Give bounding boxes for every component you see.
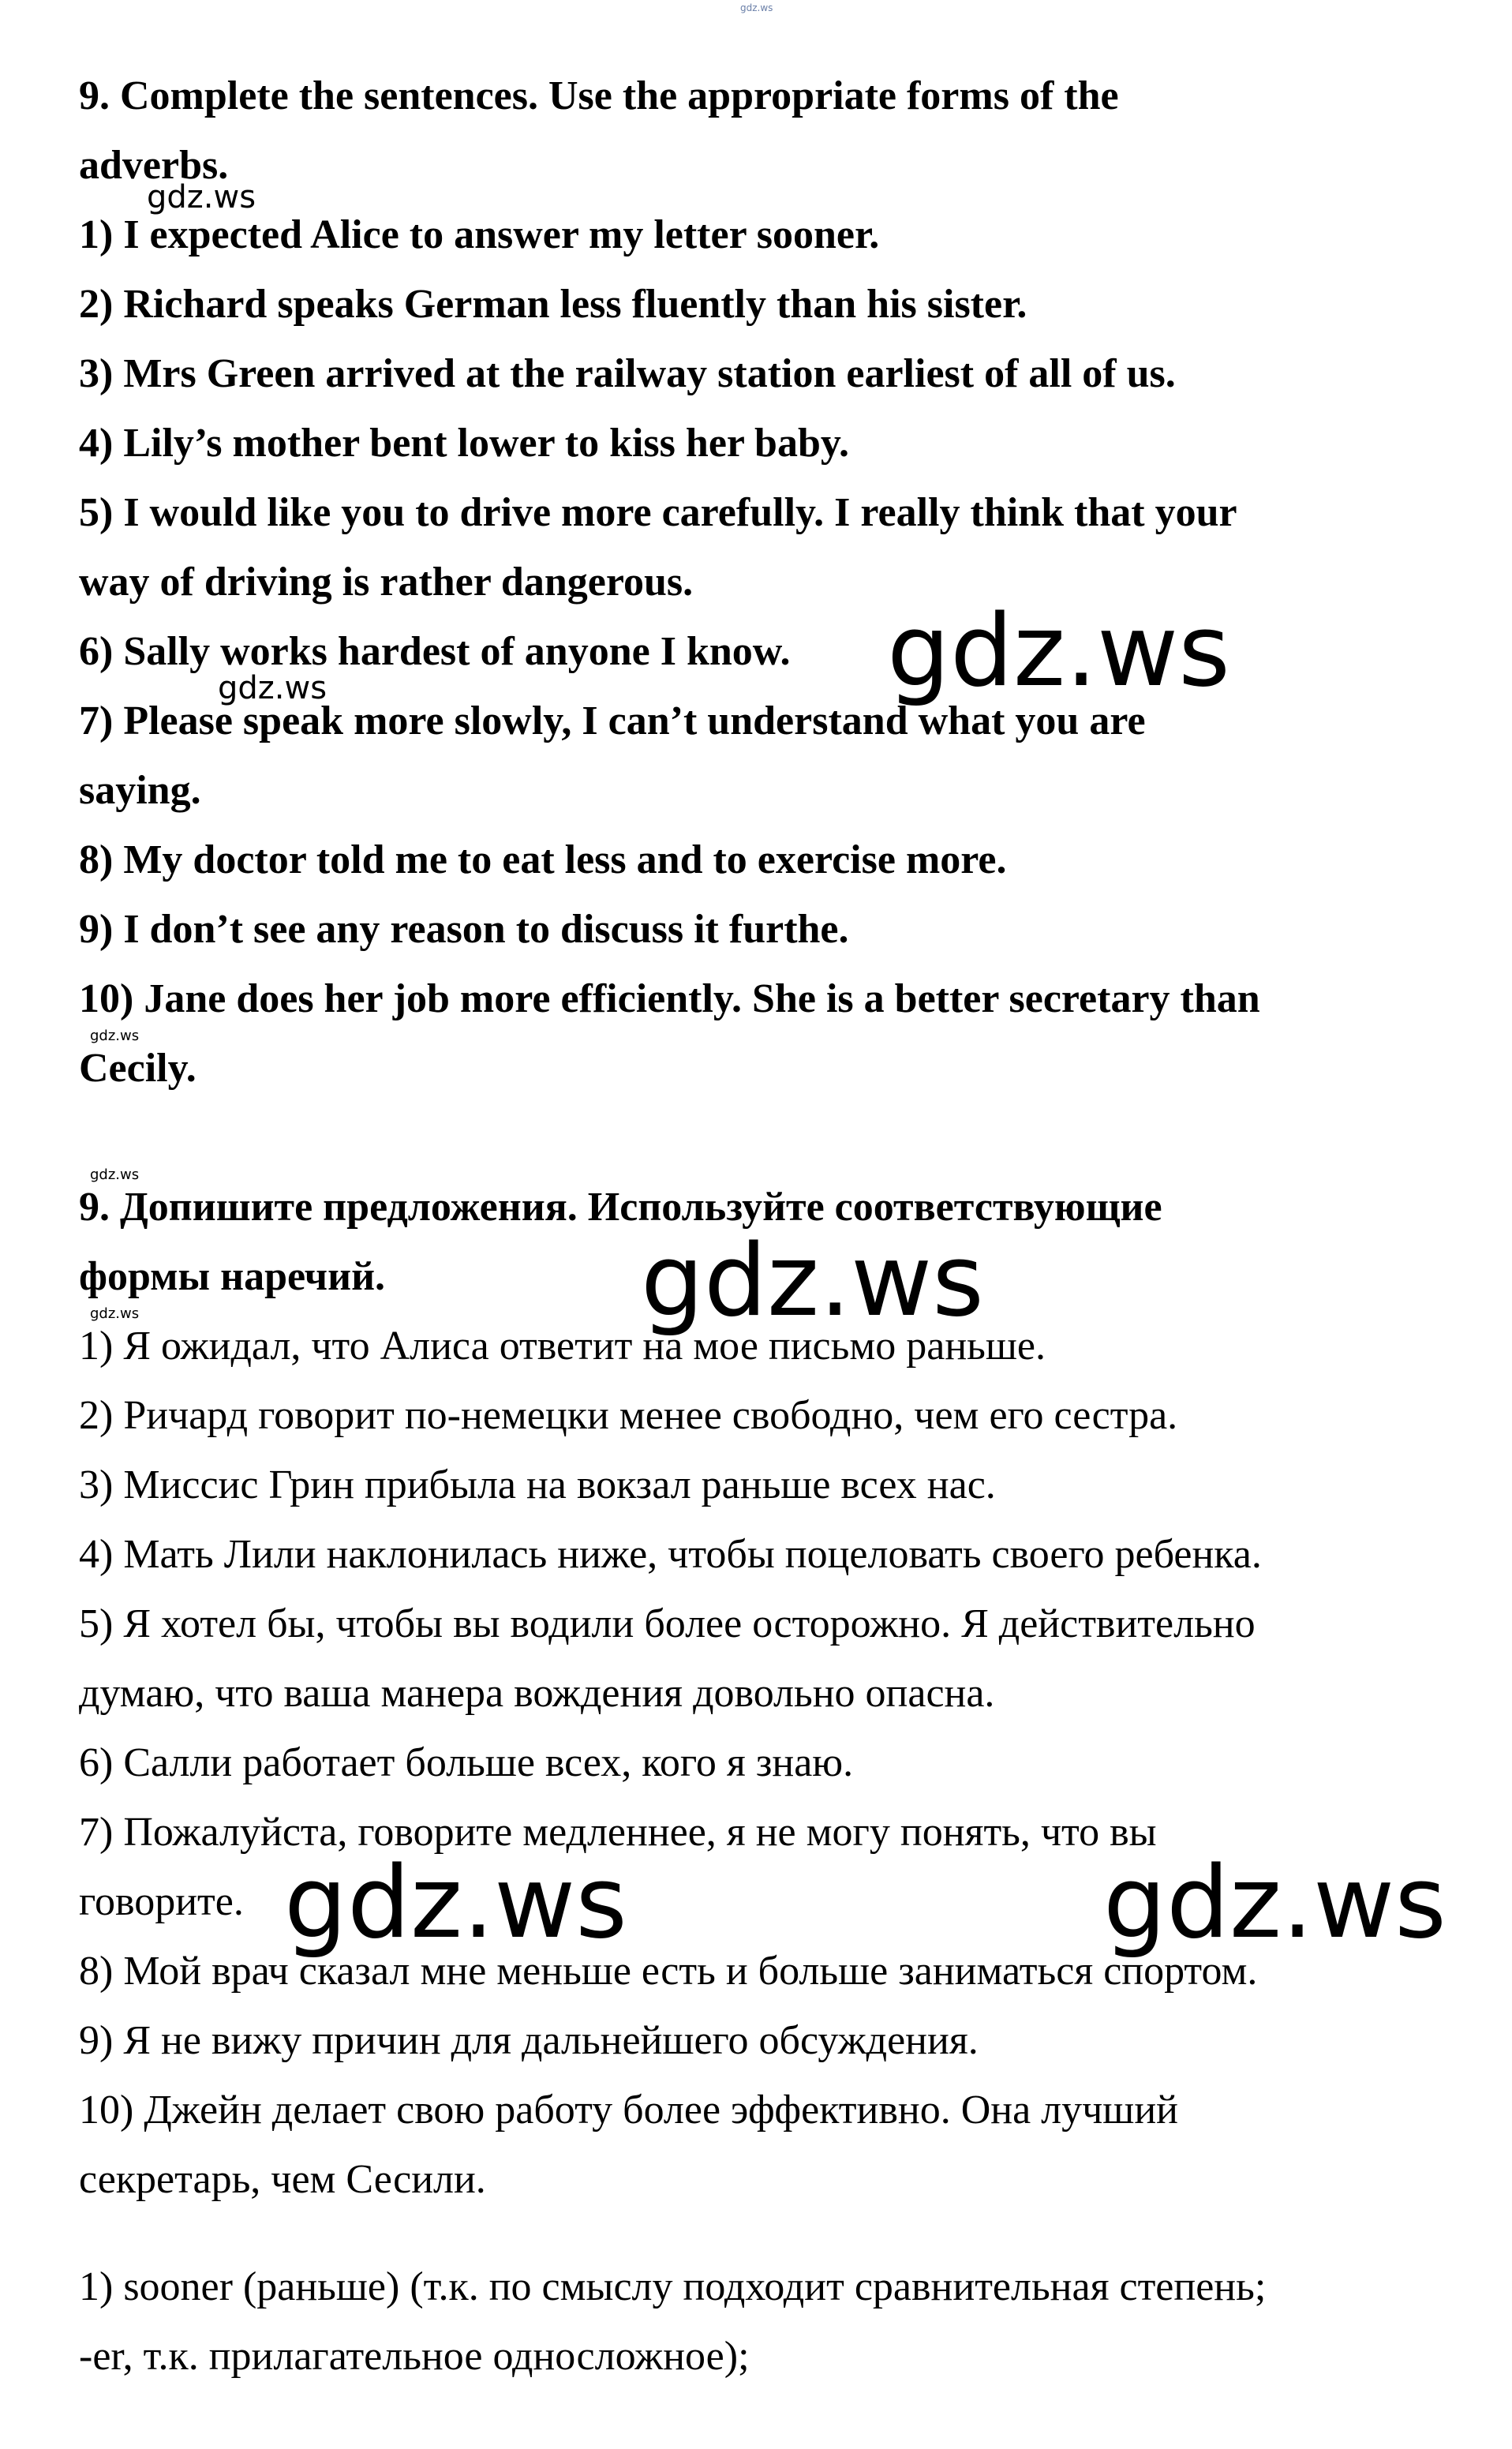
sentence: 7) Пожалуйста, говорите медленнее, я не могу понять, что вы [79,1810,1157,1855]
sentence: 1) Я ожидал, что Алиса ответит на мое письмо раньше. [79,1324,1046,1369]
explanation-text: 1) sooner (раньше) (т.к. по смыслу подходит сравнительная степень; [79,2264,1267,2309]
watermark: gdz.ws [90,1028,140,1044]
sentence: 10) Джейн делает свою работу более эффективно. Она лучший [79,2088,1178,2133]
watermark: gdz.ws [90,1305,140,1322]
watermark: gdz.ws [887,593,1230,709]
sentence: 3) Mrs Green arrived at the railway station earliest of all of us. [79,351,1176,396]
sentence: 6) Sally works hardest of anyone I know. [79,629,791,674]
sentence: 5) Я хотел бы, чтобы вы водили более осторожно. Я действительно [79,1601,1256,1646]
watermark: gdz.ws [90,1166,140,1183]
sentence: 3) Миссис Грин прибыла на вокзал раньше всех нас. [79,1462,996,1507]
sentence: говорите. [79,1879,244,1924]
sentence: 2) Ричард говорит по-немецки менее свободно, чем его сестра. [79,1393,1178,1438]
sentence: 10) Jane does her job more efficiently. She is a better secretary than [79,976,1260,1021]
sentence: 1) I expected Alice to answer my letter sooner. [79,212,880,257]
watermark: gdz.ws [1103,1844,1447,1960]
sentence: 7) Please speak more slowly, I can’t understand what you are [79,698,1146,743]
sentence: 8) Мой врач сказал мне меньше есть и больше заниматься спортом. [79,1949,1258,1994]
exercise-heading: 9. Complete the sentences. Use the appropriate forms of the [79,73,1119,118]
sentence: 9) Я не вижу причин для дальнейшего обсуждения. [79,2018,979,2063]
sentence: 6) Салли работает больше всех, кого я знаю. [79,1740,854,1785]
watermark: gdz.ws [218,670,327,706]
sentence: way of driving is rather dangerous. [79,560,694,605]
sentence: Cecily. [79,1046,196,1091]
watermark: gdz.ws [641,1223,984,1339]
watermark: gdz.ws [284,1844,627,1960]
sentence: 9) I don’t see any reason to discuss it furthe. [79,907,849,952]
sentence: секретарь, чем Сесили. [79,2157,486,2202]
sentence: 4) Lily’s mother bent lower to kiss her baby. [79,421,850,466]
sentence: saying. [79,768,201,813]
sentence: 4) Мать Лили наклонилась ниже, чтобы поцеловать своего ребенка. [79,1532,1262,1577]
watermark: gdz.ws [147,179,256,215]
exercise-heading: 9. Допишите предложения. Используйте соответствующие [79,1185,1162,1230]
sentence: 2) Richard speaks German less fluently than his sister. [79,282,1027,327]
exercise-heading: формы наречий. [79,1254,386,1299]
exercise-heading: adverbs. [79,143,229,188]
sentence: 8) My doctor told me to eat less and to exercise more. [79,837,1007,882]
watermark-top: gdz.ws [740,2,773,13]
sentence: думаю, что ваша манера вождения довольно опасна. [79,1671,995,1716]
explanation-text: -er, т.к. прилагательное односложное); [79,2334,750,2379]
sentence: 5) I would like you to drive more carefully. I really think that your [79,490,1237,535]
